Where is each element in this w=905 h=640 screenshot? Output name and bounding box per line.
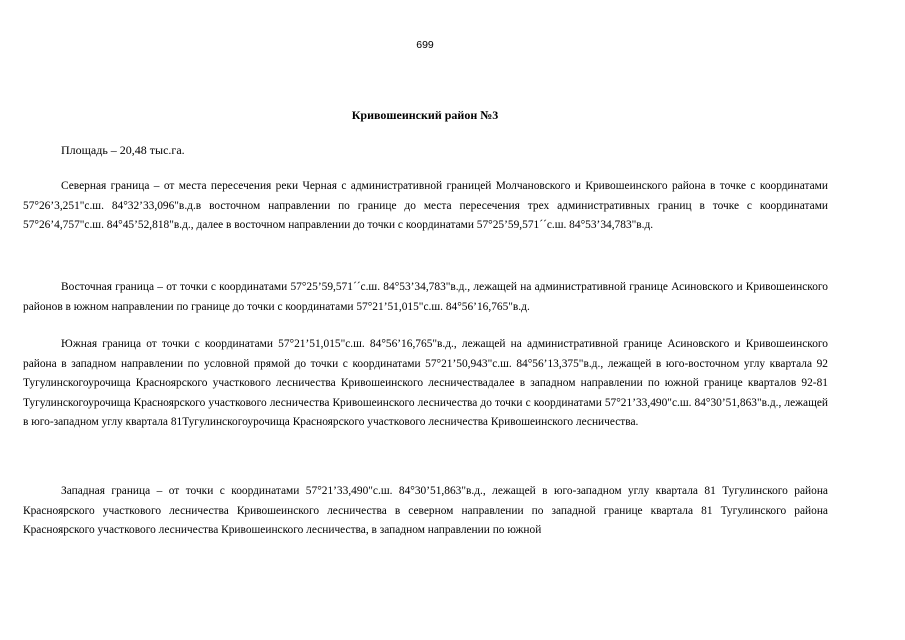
area-statement: Площадь – 20,48 тыс.га. bbox=[61, 143, 185, 157]
document-title: Кривошеинский район №3 bbox=[351, 108, 499, 122]
west-boundary-paragraph: Западная граница – от точки с координатами 57°21’33,490"с.ш. 84°30’51,863"в.д., лежащей в юго-западном углу квартала 81 Тугулинского района Красноярского участкового лесничества Кривошеинского лесничества в северном направлении по западной границе квартала 81 Тугулинского района Красноярского участкового лесничества Кривошеинского лесничества, в западном направлении по южной bbox=[23, 485, 828, 536]
east-boundary-paragraph: Восточная граница – от точки с координатами 57°25’59,571´´с.ш. 84°53’34,783"в.д., лежащей на административной границе Асиновского и Кривошеинского районов в южном направлении по границе до точки с координатами 57°21’51,015"с.ш. 84°56’16,765"в.д. bbox=[23, 281, 828, 313]
page-number: 699 bbox=[416, 39, 434, 51]
south-boundary-paragraph: Южная граница от точки с координатами 57°21’51,015"с.ш. 84°56’16,765"в.д., лежащей на административной границе Асиновского и Кривошеинского района в западном направлении по условной прямой до точки с координатами 57°21’50,943"с.ш. 84°56’13,375"в.д., лежащей в юго-восточном углу квартала 92 Тугулинскогоурочища Красноярского участкового лесничества Кривошеинского лесничествадалее в западном направлении по южной границе кварталов 92-81 Тугулинскогоурочища Красноярского участкового лесничества Кривошеинского лесничества до точки с координатами 57°21’33,490"с.ш. 84°30’51,863"в.д., лежащей в юго-западном углу квартала 81Тугулинскогоурочища Красноярского участкового лесничества Кривошеинского лесничества. bbox=[23, 338, 828, 428]
north-boundary-paragraph: Северная граница – от места пересечения реки Черная с административной границей Молчановского и Кривошеинского района в точке с координатами 57°26’3,251"с.ш. 84°32’33,096"в.д.в восточном направлении по границе до места пересечения трех административных границ в точке с координатами 57°26’4,757"с.ш. 84°45’52,818"в.д., далее в восточном направлении до точки с координатами 57°25’59,571´´с.ш. 84°53’34,783"в.д. bbox=[23, 180, 828, 231]
